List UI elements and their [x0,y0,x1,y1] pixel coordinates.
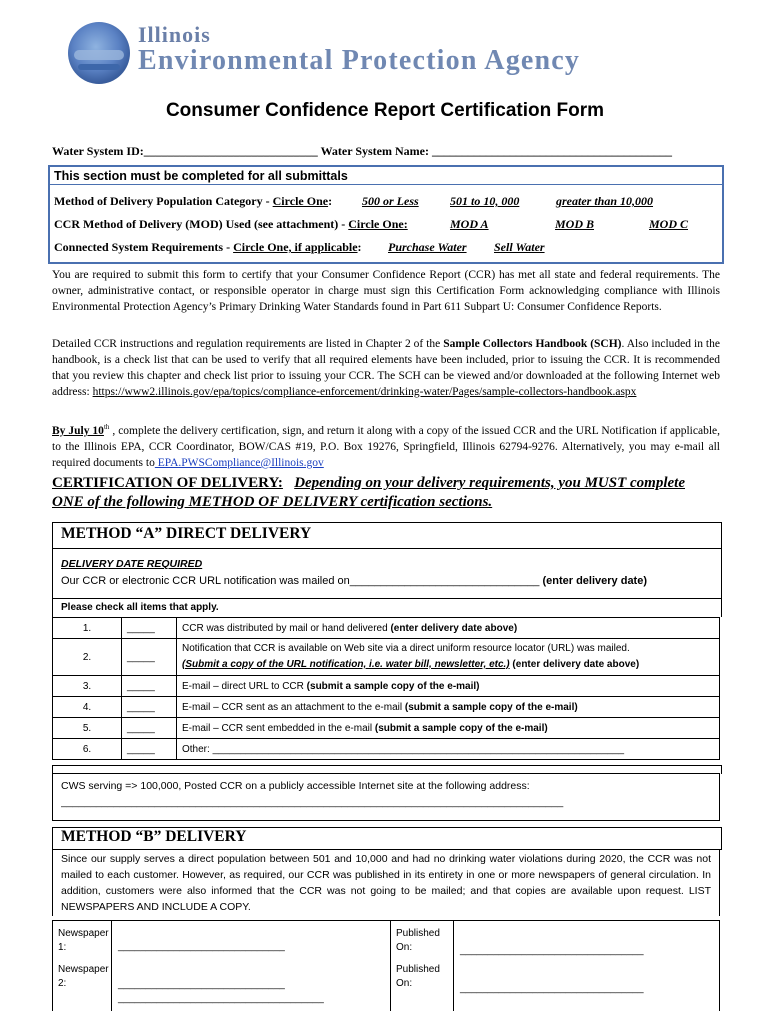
state-name: Illinois [138,22,211,47]
option-purchase-water[interactable]: Purchase Water [388,240,467,254]
option-501-to-10000[interactable]: 501 to 10, 000 [450,194,520,208]
cws-text: CWS serving => 100,000, Posted CCR on a publicly accessible Internet site at the following address: [61,780,530,792]
population-category-row: Method of Delivery Population Category - Circle One: [54,194,333,208]
system-id-field[interactable]: _____________________________ [143,144,318,158]
method-b-text: Since our supply serves a direct population between 501 and 10,000 and had no drinking water violations during 2020, the CCR was not mailed to each customer. However, as required, our CCR was published in its entirety in one or more newspapers of general circulation. In addition, customers were also informed that the CCR was not going to be mailed; and that copies are available upon request. LIST NEWSPAPERS AND INCLUDE A COPY. [52,849,720,916]
system-name-field[interactable]: ________________________________________ [431,144,672,158]
table-row: 5. _____ E-mail – CCR sent embedded in the e-mail (submit a sample copy of the e-mail) [53,718,720,739]
water-system-id-line [52,144,672,159]
required-section-box [48,165,724,264]
system-name-label: Water System Name: [320,144,429,158]
method-a-title: METHOD “A” DIRECT DELIVERY [61,525,312,542]
mailed-on-line: Our CCR or electronic CCR URL notification was mailed on_______________________________ (enter delivery date) [61,575,647,587]
check-all-row: Please check all items that apply. [52,598,722,617]
item-check-field[interactable]: _____ [122,639,177,676]
published-2-label: Published On: [396,964,440,989]
table-row: 4. _____ E-mail – CCR sent as an attachment to the e-mail (submit a sample copy of the e-mail) [53,697,720,718]
option-mod-b[interactable]: MOD B [555,217,595,231]
table-row: 1. _____ CCR was distributed by mail or hand delivered (enter delivery date above) [53,618,720,639]
newspaper-2-label: Newspaper 2: [58,964,109,989]
option-mod-c[interactable]: MOD C [649,217,689,231]
delivery-date-field[interactable]: _______________________________ [349,575,540,587]
table-row: 6. _____ Other: __________________________________________________________________________ [53,739,720,760]
item-check-field[interactable]: _____ [122,618,177,639]
agency-name: Environmental Protection Agency [138,45,581,76]
email-link[interactable]: EPA.PWSCompliance@Illinois.gov [154,456,324,469]
required-section-heading: This section must be completed for all submittals [54,169,348,183]
table-row: 2. _____ Notification that CCR is available on Web site via a direct uniform resource locator (URL) was mailed. (Submit a copy of the URL notification, i.e. water bill, newsletter, etc.) (enter delivery date above) [53,639,720,676]
item-check-field[interactable]: _____ [122,739,177,760]
connected-row: Connected System Requirements - Circle One, if applicable: [54,240,362,254]
delivery-date-required: DELIVERY DATE REQUIRED [61,558,203,570]
newspaper-1-field[interactable]: ______________________________ [118,941,285,952]
handbook-link[interactable]: https://www2.illinois.gov/epa/topics/compliance-enforcement/drinking-water/Pages/sample-collectors-handbook.aspx [92,386,637,398]
instructions-paragraph: Detailed CCR instructions and regulation requirements are listed in Chapter 2 of the Sample Collectors Handbook (SCH). Also included in the handbook, is a check list that can be used to verify that all required elements have been included, prior to issuing the CCR. It is recommended that you review this chapter and check list prior to issuing your CCR. The SCH can be viewed and/or downloaded at the following Internet web address: https://www2.illinois.gov/epa/topics/compliance-enforcement/drinking-water/Pages/sample-collectors-handbook.aspx [52,338,720,398]
newspaper-2-field-extra[interactable]: _____________________________________ [118,993,324,1004]
published-2-field[interactable]: _________________________________ [460,983,644,994]
illinois-epa-seal-icon [68,22,130,84]
item-check-field[interactable]: _____ [122,676,177,697]
deadline-paragraph: By July 10th , complete the delivery certification, sign, and return it along with a copy of the issued CCR and the URL Notification if applicable, to the Illinois EPA, CCR Coordinator, BOW/CAS #19, P.O. Box 19276, Springfield, Illinois 62794-9276. Alternatively, you may e-mail all required documents to EPA.PWSCompliance@Illinois.gov [52,423,720,469]
option-sell-water[interactable]: Sell Water [494,240,545,254]
mod-row: CCR Method of Delivery (MOD) Used (see attachment) - Circle One: [54,217,408,231]
option-500-or-less[interactable]: 500 or Less [362,194,419,208]
system-id-label: Water System ID: [52,144,144,158]
published-1-field[interactable]: _________________________________ [460,945,644,956]
item-check-field[interactable]: _____ [122,718,177,739]
cws-block [52,773,720,821]
option-mod-a[interactable]: MOD A [450,217,489,231]
item-check-field[interactable]: _____ [122,697,177,718]
table-row: 3. _____ E-mail – direct URL to CCR (submit a sample copy of the e-mail) [53,676,720,697]
method-b-title: METHOD “B” DELIVERY [61,828,247,845]
form-title: Consumer Confidence Report Certification Form [165,100,605,121]
other-field[interactable]: Other: __________________________________________________________________________ [177,739,720,760]
newspaper-1-label: Newspaper 1: [58,928,109,953]
intro-paragraph: You are required to submit this form to certify that your Consumer Confidence Report (CCR) has met all state and federal requirements. The owner, administrative contact, or responsible operator in charge must sign this Certification Form acknowledging compliance with Illinois Environmental Protection Agency’s Primary Drinking Water Standards found in Part 611 Subpart U: Consumer Confidence Reports. [52,269,720,313]
method-b-header [52,827,722,850]
certification-heading: CERTIFICATION OF DELIVERY: Depending on your delivery requirements, you MUST complete ONE of the following METHOD OF DELIVERY certification sections. [52,475,685,510]
published-1-label: Published On: [396,928,440,953]
newspaper-2-field[interactable]: ______________________________ [118,979,285,990]
method-a-header [52,522,722,549]
method-a-date-block [52,548,722,598]
option-greater-than-10000[interactable]: greater than 10,000 [556,194,654,208]
method-a-items-table [52,617,720,760]
newspaper-table [52,920,720,1011]
cws-address-field[interactable]: ______________________________________________________________________________________ [61,796,564,808]
